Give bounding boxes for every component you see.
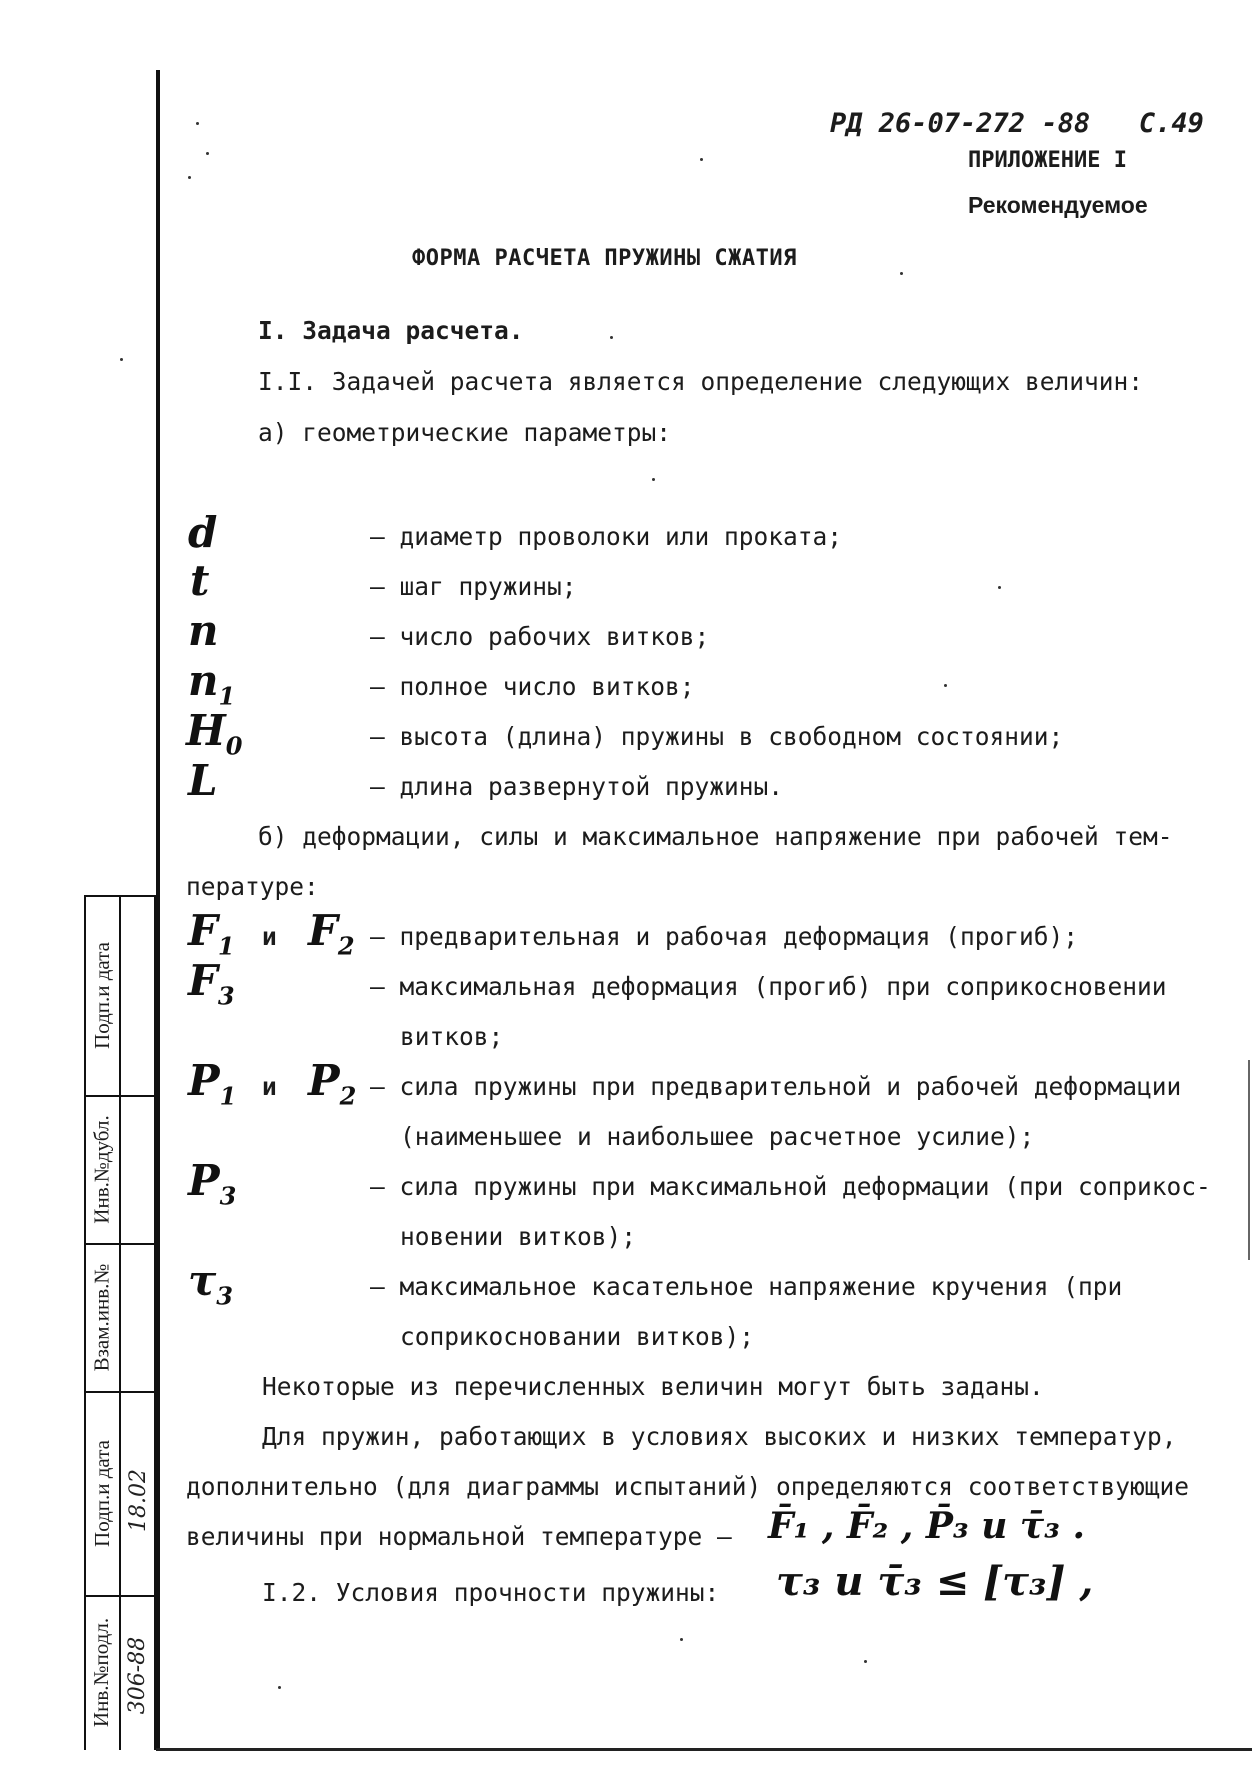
deform-desc-p3-line2: новении витков);: [400, 1222, 637, 1251]
and-word: и: [262, 1072, 277, 1101]
stamp-cell-replace-inv: Взам.инв.№: [89, 1263, 114, 1371]
and-word: и: [262, 922, 277, 951]
symbol-f3: $F_3$: [188, 956, 235, 1011]
deform-desc-f3-line1: – максимальная деформация (прогиб) при соприкосновении: [370, 972, 1167, 1001]
geom-desc-l: – длина развернутой пружины.: [370, 772, 784, 801]
stamp-handwritten-number: 306-88: [125, 1636, 151, 1714]
symbol-p1: $P_1$: [188, 1056, 237, 1111]
doc-number: РД 26-07-272 -88 С.49: [830, 108, 1204, 139]
deform-desc-p1p2-line1: – сила пружины при предварительной и рабочей деформации: [370, 1072, 1182, 1101]
page-frame-right: [1248, 1060, 1250, 1260]
deform-desc-p3-line1: – сила пружины при максимальной деформации (при соприкос-: [370, 1172, 1211, 1201]
paragraph-temperature-line2: дополнительно (для диаграммы испытаний) определяются соответствующие: [186, 1472, 1190, 1501]
symbol-d: d: [188, 508, 218, 557]
deform-heading-line2: пературе:: [186, 872, 319, 901]
subsection-1-1: I.I. Задачей расчета является определение следующих величин:: [258, 367, 1144, 396]
symbol-l: L: [188, 756, 218, 805]
geom-desc-n1: – полное число витков;: [370, 672, 695, 701]
page-title: ФОРМА РАСЧЕТА ПРУЖИНЫ СЖАТИЯ: [412, 246, 797, 271]
formula-normal-temp: F̄₁ , F̄₂ , P̄₃ и τ̄₃ .: [768, 1505, 1085, 1547]
paragraph-temperature-line3: величины при нормальной температуре –: [186, 1522, 732, 1551]
section-heading: I. Задача расчета.: [258, 316, 524, 345]
geom-desc-t: – шаг пружины;: [370, 572, 577, 601]
stamp-cell-sign-date-2: Подп.и дата: [89, 941, 114, 1049]
deform-desc-tau3-line1: – максимальное касательное напряжение кручения (при: [370, 1272, 1123, 1301]
page-frame-bottom: [156, 1748, 1252, 1751]
symbol-p2: $P_2$: [308, 1056, 357, 1111]
strength-condition-formula: τ₃ и τ̄₃ ≤ [τ₃] ,: [776, 1558, 1094, 1605]
stamp-cell-orig-inv: Инв.№подл.: [89, 1617, 114, 1728]
symbol-f1: $F_1$: [188, 906, 235, 961]
page-frame-left: [156, 70, 160, 1750]
symbol-h0: $H_0$: [186, 706, 243, 761]
paragraph-given-values: Некоторые из перечисленных величин могут быть заданы.: [262, 1372, 1044, 1401]
page-number: С.49: [1138, 108, 1204, 139]
stamp-cell-sign-date-1: Подп.и дата: [89, 1439, 114, 1547]
geom-desc-n: – число рабочих витков;: [370, 622, 710, 651]
appendix-status: Рекомендуемое: [968, 192, 1148, 218]
symbol-tau3: $\tau_3$: [188, 1256, 233, 1311]
deform-desc-f1f2: – предварительная и рабочая деформация (прогиб);: [370, 922, 1079, 951]
symbol-n1: $n_1$: [188, 656, 236, 711]
geom-desc-d: – диаметр проволоки или проката;: [370, 522, 843, 551]
paragraph-temperature-line1: Для пружин, работающих в условиях высоких и низких температур,: [262, 1422, 1177, 1451]
symbol-n: n: [188, 606, 219, 655]
stamp-cell-dup-inv: Инв.№дубл.: [89, 1114, 114, 1224]
deform-desc-p1p2-line2: (наименьшее и наибольшее расчетное усилие);: [400, 1122, 1035, 1151]
deform-desc-f3-line2: витков;: [400, 1022, 504, 1051]
symbol-f2: $F_2$: [308, 906, 355, 961]
symbol-t: t: [190, 556, 210, 605]
stamp-handwritten-date: 18.02: [125, 1468, 151, 1532]
geometry-heading: а) геометрические параметры:: [258, 418, 672, 447]
geom-desc-h0: – высота (длина) пружины в свободном состоянии;: [370, 722, 1064, 751]
deform-heading-line1: б) деформации, силы и максимальное напряжение при рабочей тем-: [258, 822, 1173, 851]
strength-condition-text: I.2. Условия прочности пружины:: [262, 1578, 720, 1607]
deform-desc-tau3-line2: соприкосновании витков);: [400, 1322, 755, 1351]
symbol-p3: $P_3$: [188, 1156, 237, 1211]
appendix-label: ПРИЛОЖЕНИЕ I: [968, 148, 1127, 173]
margin-stamp: [84, 895, 156, 1750]
